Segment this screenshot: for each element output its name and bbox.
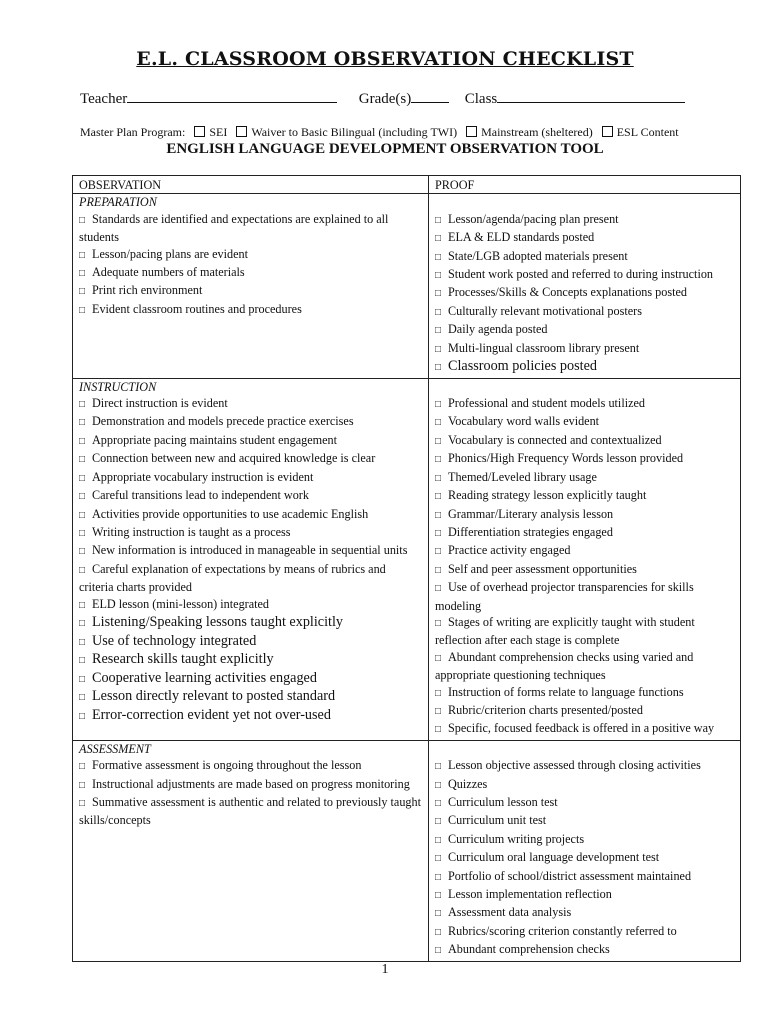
checkbox-icon[interactable]: □ bbox=[435, 945, 442, 957]
checklist-item bbox=[435, 614, 735, 649]
checklist-item-text: Lesson implementation reflection bbox=[448, 887, 612, 902]
checklist-item bbox=[79, 301, 423, 319]
program-option: SEI bbox=[209, 125, 228, 139]
checklist-item-text: Cooperative learning activities engaged bbox=[92, 669, 317, 686]
checklist-item bbox=[435, 266, 735, 284]
checklist-item-text: Student work posted and referred to during instruction bbox=[448, 267, 714, 282]
checkbox-icon[interactable]: □ bbox=[435, 724, 442, 736]
table-header-row bbox=[73, 176, 741, 194]
checklist-item-text: Abundant comprehension checks using varied and appropriate questioning techniques bbox=[435, 649, 694, 683]
checklist-item-text: Careful transitions lead to independent work bbox=[92, 488, 309, 503]
checklist-item bbox=[79, 395, 423, 413]
checklist-item bbox=[435, 340, 735, 358]
checklist-item bbox=[435, 776, 735, 794]
checklist-item-text: Practice activity engaged bbox=[448, 543, 571, 558]
assessment-proof bbox=[429, 740, 741, 961]
checklist-item-text: Evident classroom routines and procedures bbox=[92, 301, 302, 316]
checklist-item-text: Grammar/Literary analysis lesson bbox=[448, 506, 614, 521]
teacher-label: Teacher bbox=[80, 91, 128, 107]
page-title: E.L. CLASSROOM OBSERVATION CHECKLIST bbox=[136, 48, 634, 70]
checkbox-icon[interactable]: □ bbox=[435, 233, 442, 245]
program-option: Mainstream (sheltered) bbox=[481, 125, 593, 139]
checkbox-icon[interactable]: □ bbox=[79, 491, 86, 503]
checklist-item bbox=[79, 282, 423, 300]
checkbox-icon[interactable]: □ bbox=[435, 617, 442, 629]
checklist-item bbox=[79, 596, 423, 614]
checklist-item-text: Multi-lingual classroom library present bbox=[448, 340, 640, 355]
checkbox-icon[interactable]: □ bbox=[79, 417, 86, 429]
checklist-item bbox=[435, 868, 735, 886]
checklist-item-text: Rubric/criterion charts presented/posted bbox=[448, 702, 643, 717]
checklist-item-text: Listening/Speaking lessons taught explicitly bbox=[92, 613, 344, 630]
checklist-item-text: Phonics/High Frequency Words lesson provided bbox=[448, 451, 684, 466]
observation-table bbox=[72, 175, 741, 962]
checklist-item-text: Lesson/agenda/pacing plan present bbox=[448, 211, 619, 226]
checkbox-sei[interactable] bbox=[194, 126, 205, 137]
checklist-item-text: Classroom policies posted bbox=[448, 358, 597, 375]
checklist-item bbox=[79, 542, 423, 560]
checklist-item-text: Lesson objective assessed through closing activities bbox=[448, 758, 701, 773]
section-label: ASSESSMENT bbox=[79, 741, 151, 756]
checkbox-icon[interactable]: □ bbox=[79, 214, 86, 226]
checklist-item bbox=[79, 506, 423, 524]
checklist-item-text: Daily agenda posted bbox=[448, 322, 548, 337]
checklist-item-text: Self and peer assessment opportunities bbox=[448, 561, 637, 576]
checkbox-icon[interactable]: □ bbox=[435, 343, 442, 355]
checklist-item bbox=[79, 561, 423, 596]
tool-subtitle: ENGLISH LANGUAGE DEVELOPMENT OBSERVATION TOOL bbox=[166, 141, 604, 157]
teacher-grade-class-line bbox=[80, 89, 685, 108]
checkbox-icon[interactable]: □ bbox=[435, 472, 442, 484]
checklist-item-text: Stages of writing are explicitly taught with student reflection after each stage is complete bbox=[435, 614, 695, 648]
checklist-item-text: Differentiation strategies engaged bbox=[448, 524, 613, 539]
checkbox-icon[interactable]: □ bbox=[435, 251, 442, 263]
checklist-item bbox=[435, 794, 735, 812]
checkbox-icon[interactable]: □ bbox=[435, 583, 442, 595]
checkbox-icon[interactable]: □ bbox=[435, 362, 442, 374]
checklist-item-text: Curriculum unit test bbox=[448, 813, 547, 828]
checklist-item-text: Vocabulary word walls evident bbox=[448, 414, 600, 429]
checklist-item bbox=[435, 358, 735, 377]
checklist-item-text: Error-correction evident yet not over-used bbox=[92, 706, 331, 723]
checkbox-icon[interactable]: □ bbox=[79, 546, 86, 558]
checklist-item bbox=[79, 614, 423, 633]
checklist-item-text: Abundant comprehension checks bbox=[448, 942, 610, 957]
checklist-item bbox=[435, 432, 735, 450]
checklist-item bbox=[79, 757, 423, 775]
checkbox-icon[interactable]: □ bbox=[435, 288, 442, 300]
instruction-row bbox=[73, 378, 741, 740]
checklist-item bbox=[435, 506, 735, 524]
assessment-observations bbox=[73, 740, 429, 961]
checkbox-icon[interactable]: □ bbox=[79, 692, 86, 704]
checkbox-icon[interactable]: □ bbox=[435, 306, 442, 318]
checklist-item bbox=[435, 757, 735, 775]
instruction-observations bbox=[73, 378, 429, 740]
checklist-item bbox=[435, 702, 735, 720]
section-label: INSTRUCTION bbox=[79, 379, 157, 394]
checklist-item bbox=[79, 413, 423, 431]
checklist-item bbox=[79, 450, 423, 468]
checklist-item bbox=[435, 542, 735, 560]
preparation-observations bbox=[73, 194, 429, 378]
checklist-item bbox=[435, 649, 735, 684]
checkbox-icon[interactable]: □ bbox=[435, 564, 442, 576]
checklist-item-text: Careful explanation of expectations by means of rubrics and criteria charts provided bbox=[79, 561, 386, 595]
checklist-item bbox=[435, 450, 735, 468]
checklist-item bbox=[435, 904, 735, 922]
checkbox-icon[interactable]: □ bbox=[435, 527, 442, 539]
checklist-item-text: Standards are identified and expectations are explained to all students bbox=[79, 211, 389, 245]
checkbox-icon[interactable]: □ bbox=[435, 509, 442, 521]
checklist-item bbox=[79, 776, 423, 794]
checklist-item-text: Professional and student models utilized bbox=[448, 396, 645, 411]
checklist-item-text: Quizzes bbox=[448, 776, 488, 791]
checkbox-icon[interactable]: □ bbox=[79, 435, 86, 447]
checklist-item-text: Processes/Skills & Concepts explanations posted bbox=[448, 285, 687, 300]
preparation-row bbox=[73, 194, 741, 378]
checkbox-icon[interactable]: □ bbox=[435, 454, 442, 466]
checklist-item-text: Demonstration and models precede practice exercises bbox=[92, 414, 354, 429]
section-label: PREPARATION bbox=[79, 195, 157, 210]
checklist-item bbox=[79, 707, 423, 726]
checklist-item-text: Curriculum writing projects bbox=[448, 831, 585, 846]
checkbox-icon[interactable]: □ bbox=[79, 268, 86, 280]
checkbox-icon[interactable]: □ bbox=[79, 399, 86, 411]
checklist-item-text: State/LGB adopted materials present bbox=[448, 248, 628, 263]
page-number: 1 bbox=[381, 962, 389, 977]
checkbox-icon[interactable]: □ bbox=[79, 454, 86, 466]
program-option: ESL Content bbox=[616, 125, 679, 139]
checklist-item bbox=[435, 812, 735, 830]
observation-column-header: OBSERVATION bbox=[73, 176, 429, 194]
grade-field[interactable] bbox=[411, 89, 449, 103]
checklist-item bbox=[79, 794, 423, 829]
checklist-item-text: Instruction of forms relate to language functions bbox=[448, 684, 684, 699]
checklist-item bbox=[435, 395, 735, 413]
checklist-item-text: Summative assessment is authentic and related to previously taught skills/concepts bbox=[79, 795, 421, 828]
checklist-item bbox=[435, 487, 735, 505]
checkbox-icon[interactable]: □ bbox=[79, 599, 86, 611]
checklist-item-text: Reading strategy lesson explicitly taught bbox=[448, 488, 647, 503]
checklist-item-text: Adequate numbers of materials bbox=[92, 265, 245, 280]
checklist-item bbox=[435, 831, 735, 849]
checkbox-icon[interactable]: □ bbox=[435, 705, 442, 717]
checklist-item-text: Direct instruction is evident bbox=[92, 396, 228, 411]
checkbox-icon[interactable]: □ bbox=[79, 527, 86, 539]
checklist-item-text: Assessment data analysis bbox=[448, 905, 572, 920]
checklist-item bbox=[79, 688, 423, 707]
checklist-item-text: Print rich environment bbox=[92, 283, 203, 298]
checkbox-icon[interactable]: □ bbox=[435, 834, 442, 846]
checklist-item bbox=[435, 321, 735, 339]
checklist-item-text: Connection between new and acquired knowledge is clear bbox=[92, 451, 376, 466]
checkbox-icon[interactable]: □ bbox=[435, 270, 442, 282]
checkbox-icon[interactable]: □ bbox=[435, 652, 442, 664]
checkbox-icon[interactable]: □ bbox=[435, 399, 442, 411]
checklist-item bbox=[435, 413, 735, 431]
checkbox-icon[interactable]: □ bbox=[79, 710, 86, 722]
checklist-item bbox=[435, 684, 735, 702]
checkbox-icon[interactable]: □ bbox=[435, 214, 442, 226]
teacher-field[interactable] bbox=[127, 89, 337, 103]
checklist-item bbox=[435, 284, 735, 302]
checklist-item bbox=[435, 849, 735, 867]
checklist-item bbox=[435, 303, 735, 321]
checklist-item bbox=[435, 886, 735, 904]
checklist-item-text: ELD lesson (mini-lesson) integrated bbox=[92, 596, 270, 611]
checklist-item-text: Themed/Leveled library usage bbox=[448, 469, 597, 484]
checklist-item bbox=[79, 651, 423, 670]
checklist-item-text: Vocabulary is connected and contextualized bbox=[448, 432, 662, 447]
checkbox-icon[interactable]: □ bbox=[435, 761, 442, 773]
checklist-item bbox=[79, 633, 423, 652]
instruction-proof bbox=[429, 378, 741, 740]
checkbox-icon[interactable]: □ bbox=[435, 853, 442, 865]
checkbox-icon[interactable]: □ bbox=[435, 417, 442, 429]
checkbox-icon[interactable]: □ bbox=[79, 798, 86, 809]
checkbox-icon[interactable]: □ bbox=[435, 687, 442, 699]
checkbox-icon[interactable]: □ bbox=[435, 908, 442, 920]
checkbox-esl[interactable] bbox=[602, 126, 613, 137]
checklist-item bbox=[79, 246, 423, 264]
program-option: Waiver to Basic Bilingual (including TWI) bbox=[251, 125, 458, 139]
grade-label: Grade(s) bbox=[358, 91, 412, 107]
checkbox-icon[interactable]: □ bbox=[435, 890, 442, 902]
checklist-item-text: Instructional adjustments are made based on progress monitoring bbox=[92, 776, 410, 791]
checkbox-icon[interactable]: □ bbox=[435, 779, 442, 791]
checkbox-waiver[interactable] bbox=[236, 126, 247, 137]
checklist-item-text: Curriculum oral language development test bbox=[448, 850, 660, 865]
checklist-item-text: Portfolio of school/district assessment maintained bbox=[448, 868, 692, 883]
checklist-item-text: Activities provide opportunities to use academic English bbox=[92, 506, 369, 521]
checkbox-icon[interactable]: □ bbox=[79, 617, 86, 629]
checklist-item-text: Appropriate pacing maintains student engagement bbox=[92, 432, 338, 447]
checkbox-icon[interactable]: □ bbox=[435, 491, 442, 503]
checkbox-icon[interactable]: □ bbox=[79, 655, 86, 667]
checklist-item bbox=[79, 524, 423, 542]
checklist-item-text: Use of overhead projector transparencies for skills modeling bbox=[435, 580, 694, 613]
checklist-item-text: Curriculum lesson test bbox=[448, 795, 558, 809]
checkbox-icon[interactable]: □ bbox=[79, 304, 86, 316]
checkbox-icon[interactable]: □ bbox=[435, 816, 442, 828]
checklist-item-text: Lesson directly relevant to posted standard bbox=[92, 688, 336, 705]
checklist-item bbox=[435, 229, 735, 247]
checkbox-icon[interactable]: □ bbox=[79, 564, 86, 576]
checkbox-icon[interactable]: □ bbox=[79, 249, 86, 261]
checkbox-icon[interactable]: □ bbox=[79, 636, 86, 648]
checklist-item bbox=[79, 432, 423, 450]
checkbox-icon[interactable]: □ bbox=[435, 435, 442, 447]
checklist-item-text: Writing instruction is taught as a process bbox=[92, 524, 291, 539]
checklist-item bbox=[79, 487, 423, 505]
checklist-item-text: Appropriate vocabulary instruction is evident bbox=[92, 469, 314, 484]
checklist-item bbox=[79, 670, 423, 689]
checklist-item bbox=[79, 211, 423, 246]
checkbox-icon[interactable]: □ bbox=[79, 761, 86, 773]
checkbox-icon[interactable]: □ bbox=[79, 673, 86, 685]
program-label: Master Plan Program: bbox=[80, 125, 186, 139]
checkbox-icon[interactable]: □ bbox=[79, 286, 86, 298]
checkbox-icon[interactable]: □ bbox=[79, 472, 86, 484]
checkbox-icon[interactable]: □ bbox=[435, 325, 442, 337]
checklist-item-text: Formative assessment is ongoing throughout the lesson bbox=[92, 758, 362, 773]
checklist-item bbox=[435, 720, 735, 738]
checklist-item-text: Use of technology integrated bbox=[92, 632, 257, 649]
checklist-item-text: Rubrics/scoring criterion constantly referred to bbox=[448, 923, 677, 938]
checklist-item bbox=[79, 264, 423, 282]
class-label: Class bbox=[464, 91, 498, 107]
proof-column-header: PROOF bbox=[429, 176, 741, 194]
checklist-item bbox=[79, 469, 423, 487]
checkbox-icon[interactable]: □ bbox=[435, 926, 442, 938]
checkbox-mainstream[interactable] bbox=[466, 126, 477, 137]
assessment-row bbox=[73, 740, 741, 961]
checklist-item bbox=[435, 469, 735, 487]
checklist-item-text: New information is introduced in manageable in sequential units bbox=[92, 543, 408, 558]
checklist-item-text: Culturally relevant motivational posters bbox=[448, 303, 642, 318]
checklist-item-text: Lesson/pacing plans are evident bbox=[92, 246, 249, 261]
checklist-item bbox=[435, 579, 735, 614]
checklist-item-text: Research skills taught explicitly bbox=[92, 651, 274, 668]
class-field[interactable] bbox=[497, 89, 685, 103]
checklist-item bbox=[435, 941, 735, 959]
checklist-item bbox=[435, 923, 735, 941]
checklist-item-text: Specific, focused feedback is offered in a positive way bbox=[448, 721, 715, 736]
preparation-proof bbox=[429, 194, 741, 378]
checklist-item bbox=[435, 248, 735, 266]
checkbox-icon[interactable]: □ bbox=[435, 798, 442, 809]
checklist-item bbox=[435, 524, 735, 542]
checkbox-icon[interactable]: □ bbox=[79, 509, 86, 521]
master-plan-program-line bbox=[80, 125, 679, 140]
checklist-item bbox=[435, 561, 735, 579]
checkbox-icon[interactable]: □ bbox=[435, 871, 442, 883]
checkbox-icon[interactable]: □ bbox=[79, 779, 86, 791]
checkbox-icon[interactable]: □ bbox=[435, 546, 442, 558]
checklist-item bbox=[435, 211, 735, 229]
checklist-item-text: ELA & ELD standards posted bbox=[448, 230, 595, 245]
